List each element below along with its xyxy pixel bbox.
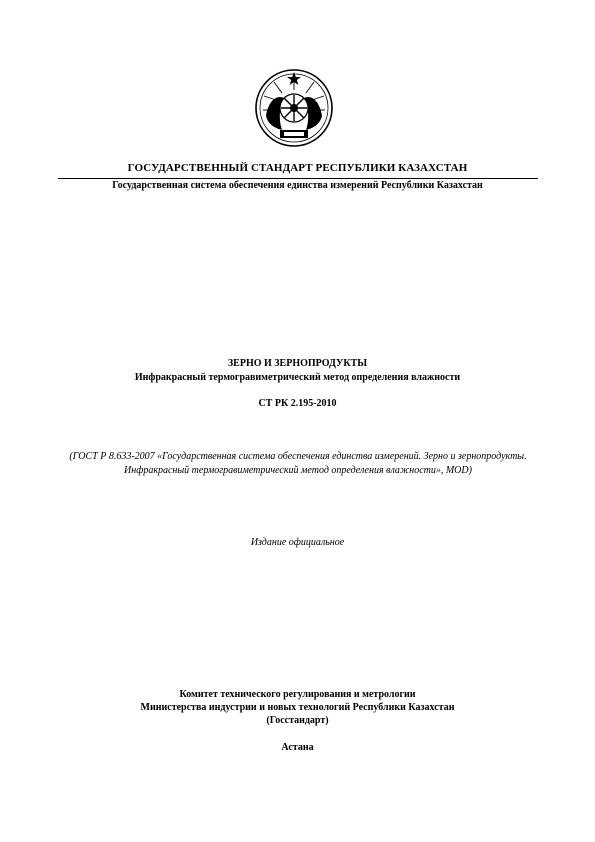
document-subtitle: Инфракрасный термогравиметрический метод определения влажности	[134, 372, 461, 383]
publisher-short-name: (Госстандарт)	[266, 715, 329, 726]
document-title: ЗЕРНО И ЗЕРНОПРОДУКТЫ	[227, 358, 368, 369]
standard-subtitle: Государственная система обеспечения единства измерений Республики Казахстан	[112, 180, 483, 191]
publication-city: Астана	[281, 742, 314, 753]
publisher-ministry: Министерства индустрии и новых технологий Республики Казахстан	[140, 702, 455, 713]
standard-title: ГОСУДАРСТВЕННЫЙ СТАНДАРТ РЕСПУБЛИКИ КАЗАХСТАН	[127, 162, 468, 174]
publisher-committee: Комитет технического регулирования и метрологии	[179, 689, 416, 700]
state-emblem-icon	[254, 68, 334, 148]
document-number: СТ РК 2.195-2010	[258, 398, 337, 409]
reference-standard: (ГОСТ Р 8.633-2007 «Государственная система обеспечения единства измерений. Зерно и зернопродукты. Инфракрасный термогравиметрический метод определения влажности», MOD)	[69, 451, 527, 476]
edition-note: Издание официальное	[250, 537, 345, 548]
publisher-block	[0, 688, 595, 727]
